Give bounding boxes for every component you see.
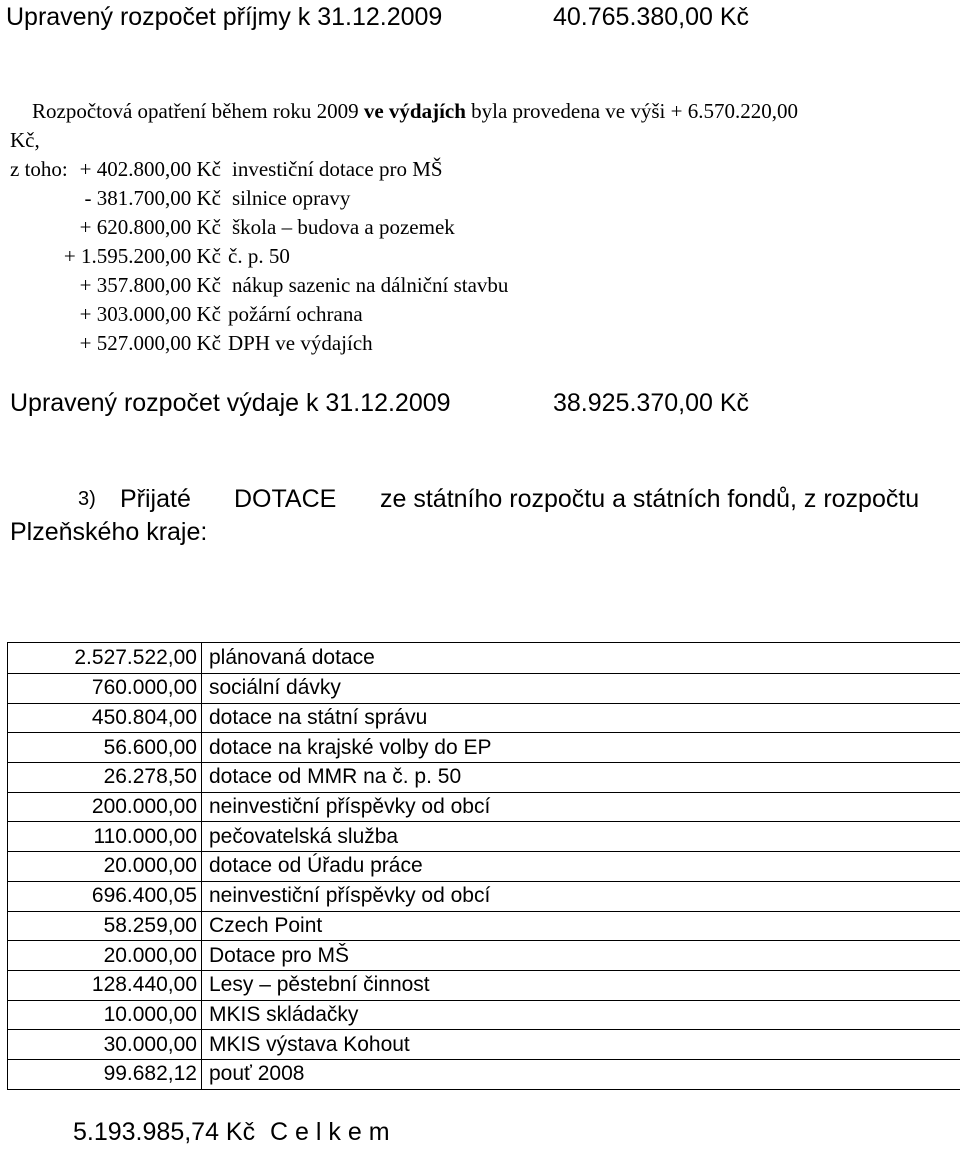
grant-row — [8, 970, 960, 1000]
grant-amount: 20.000,00 — [8, 852, 202, 882]
expense-changes-intro-wrap: Kč, — [10, 128, 40, 152]
expense-change-description: škola – budova a pozemek — [232, 215, 455, 239]
grant-label: dotace na krajské volby do EP — [202, 733, 960, 763]
grant-label: dotace od MMR na č. p. 50 — [202, 763, 960, 793]
expense-change-amount: + 357.800,00 Kč — [79, 273, 221, 297]
expense-change-description: investiční dotace pro MŠ — [232, 157, 443, 181]
intro-bold: ve výdajích — [363, 99, 466, 123]
expense-changes-intro — [32, 99, 798, 124]
grant-label: MKIS výstava Kohout — [202, 1030, 960, 1060]
expense-change-amount: - 381.700,00 Kč — [84, 186, 221, 210]
grant-amount: 200.000,00 — [8, 792, 202, 822]
grant-row — [8, 703, 960, 733]
grant-label: MKIS skládačky — [202, 1000, 960, 1030]
section3-line2: Plzeňského kraje: — [10, 518, 208, 546]
grant-row — [8, 1000, 960, 1030]
grant-amount: 30.000,00 — [8, 1030, 202, 1060]
section3-word1: Přijaté — [120, 485, 191, 513]
intro-suffix: byla provedena ve výši + 6.570.220,00 — [471, 99, 798, 123]
expense-change-row — [0, 186, 960, 215]
grant-amount: 20.000,00 — [8, 941, 202, 971]
income-label: Upravený rozpočet příjmy k 31.12.2009 — [6, 3, 443, 31]
expense-change-amount: + 527.000,00 Kč — [79, 331, 221, 355]
grant-row — [8, 643, 960, 674]
expense-changes-prefix: z toho: — [10, 157, 68, 181]
grant-amount: 760.000,00 — [8, 674, 202, 704]
grant-row — [8, 1030, 960, 1060]
total-amount: 5.193.985,74 Kč — [73, 1118, 256, 1146]
grant-label: neinvestiční příspěvky od obcí — [202, 881, 960, 911]
expense-change-row — [0, 331, 960, 360]
grant-label: dotace na státní správu — [202, 703, 960, 733]
grant-row — [8, 822, 960, 852]
grant-row — [8, 852, 960, 882]
grant-amount: 696.400,05 — [8, 881, 202, 911]
expense-change-description: požární ochrana — [228, 302, 363, 326]
grant-amount: 99.682,12 — [8, 1059, 202, 1089]
grant-amount: 110.000,00 — [8, 822, 202, 852]
section3-rest: ze státního rozpočtu a státních fondů, z rozpočtu — [380, 485, 920, 513]
expense-label: Upravený rozpočet výdaje k 31.12.2009 — [10, 389, 451, 417]
expense-change-description: DPH ve výdajích — [228, 331, 373, 355]
grant-label: sociální dávky — [202, 674, 960, 704]
grant-label: plánovaná dotace — [202, 643, 960, 674]
grant-row — [8, 733, 960, 763]
grant-label: neinvestiční příspěvky od obcí — [202, 792, 960, 822]
expense-change-row — [0, 215, 960, 244]
expense-amount: 38.925.370,00 Kč — [553, 389, 749, 417]
expense-change-amount: + 1.595.200,00 Kč — [63, 244, 221, 268]
grant-amount: 10.000,00 — [8, 1000, 202, 1030]
grant-row — [8, 674, 960, 704]
section3-number: 3) — [78, 488, 96, 510]
grant-amount: 58.259,00 — [8, 911, 202, 941]
grant-label: pouť 2008 — [202, 1059, 960, 1089]
grant-label: Dotace pro MŠ — [202, 941, 960, 971]
expense-change-row — [0, 273, 960, 302]
grant-row — [8, 941, 960, 971]
section3-word2: DOTACE — [234, 485, 337, 513]
grant-amount: 2.527.522,00 — [8, 643, 202, 674]
intro-prefix: Rozpočtová opatření během roku 2009 — [32, 99, 359, 123]
grant-amount: 450.804,00 — [8, 703, 202, 733]
expense-change-description: silnice opravy — [232, 186, 351, 210]
expense-change-amount: + 620.800,00 Kč — [79, 215, 221, 239]
expense-change-row — [0, 157, 960, 186]
grant-amount: 56.600,00 — [8, 733, 202, 763]
grant-amount: 128.440,00 — [8, 970, 202, 1000]
grant-label: Lesy – pěstební činnost — [202, 970, 960, 1000]
expense-change-row — [0, 302, 960, 331]
grant-amount: 26.278,50 — [8, 763, 202, 793]
grant-row — [8, 881, 960, 911]
grant-label: pečovatelská služba — [202, 822, 960, 852]
expense-change-description: č. p. 50 — [228, 244, 290, 268]
total-line — [73, 1118, 390, 1147]
grants-table — [7, 642, 960, 1090]
expense-change-amount: + 303.000,00 Kč — [79, 302, 221, 326]
grant-label: Czech Point — [202, 911, 960, 941]
income-amount: 40.765.380,00 Kč — [553, 3, 749, 31]
expense-change-amount: + 402.800,00 Kč — [79, 157, 221, 181]
total-label: C e l k e m — [270, 1118, 390, 1146]
grant-row — [8, 1059, 960, 1089]
expense-change-row — [0, 244, 960, 273]
grant-row — [8, 911, 960, 941]
grant-label: dotace od Úřadu práce — [202, 852, 960, 882]
expense-change-description: nákup sazenic na dálniční stavbu — [232, 273, 509, 297]
grant-row — [8, 792, 960, 822]
grant-row — [8, 763, 960, 793]
